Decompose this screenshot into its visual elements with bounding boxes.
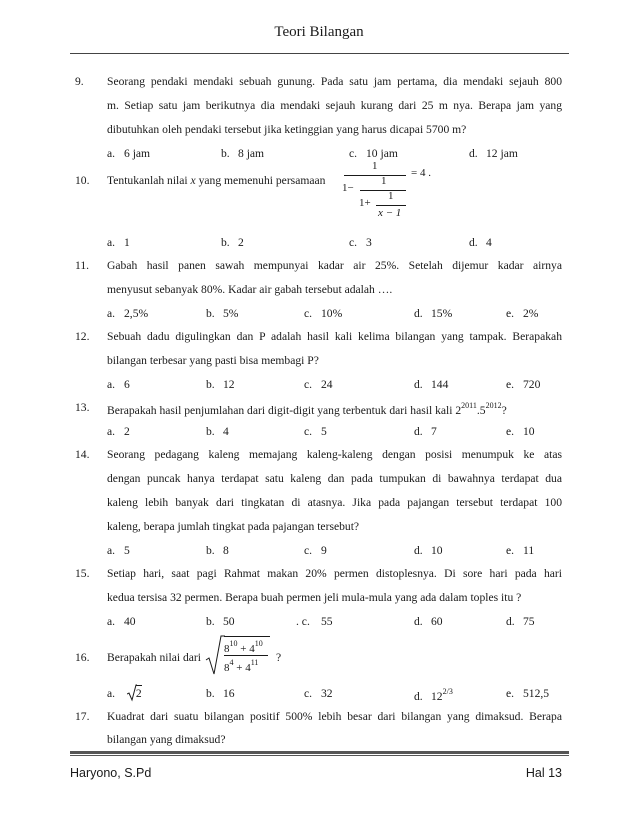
answer-option: d. 15%	[414, 307, 453, 320]
denominator: $8^4 + 4^{11}$	[224, 658, 259, 674]
answer-option: c. 10 jam	[349, 147, 398, 160]
fraction-bar	[224, 655, 268, 656]
footer-rule-thin	[70, 755, 569, 756]
answer-option: c. 9	[304, 544, 327, 557]
answer-option: d. 12 jam	[469, 147, 518, 160]
question-text-line: Seorang pendaki mendaki sebuah gunung. Pada satu jam pertama, dia mendaki sejauh 800	[107, 75, 562, 88]
question-text-line: Sebuah dadu digulingkan dan P adalah hasil kali kelima bilangan yang tampak. Berapakah	[107, 330, 562, 343]
answer-option: . c. 55	[296, 615, 333, 628]
question-text-line: m. Setiap satu jam berikutnya dia mendaki sejauh kurang dari 25 m nya. Berapa jam yang	[107, 99, 562, 112]
numerator-one: 1	[388, 190, 394, 202]
question-text-line: kaleng, berapa jumlah tingkat pada pajangan tersebut?	[107, 520, 360, 533]
minus-term: 1−	[342, 182, 354, 194]
header-rule	[70, 53, 569, 54]
answer-option: a. 6	[107, 378, 130, 391]
continued-fraction-equation	[342, 160, 431, 220]
answer-option: b. 12	[206, 378, 235, 391]
question-number: 10.	[75, 174, 90, 187]
radical-bar	[224, 636, 270, 637]
answer-option: a. 40	[107, 615, 136, 628]
answer-option: b. 2	[221, 236, 244, 249]
plus-term: 1+	[359, 197, 371, 209]
answer-option: a. 1	[107, 236, 130, 249]
answer-option: d. 60	[414, 615, 443, 628]
answer-option: c. 3	[349, 236, 372, 249]
square-root-icon	[205, 634, 225, 678]
question-number: 11.	[75, 259, 90, 272]
answer-option: b. 50	[206, 615, 235, 628]
question-text-line: kedua tersisa 32 permen. Berapa buah permen jeli mula-mula yang ada dalam toples itu ?	[107, 591, 522, 604]
answer-option: e. 2%	[506, 307, 539, 320]
question-number: 17.	[75, 710, 90, 723]
denominator-x-minus-1: x − 1	[378, 207, 402, 219]
answer-option: e. 10	[506, 425, 535, 438]
answer-option: c. 5	[304, 425, 327, 438]
question-text: Berapakah nilai dari	[107, 651, 201, 664]
question-mark: ?	[276, 651, 282, 664]
answer-option: b. 8	[206, 544, 229, 557]
footer-author: Haryono, S.Pd	[70, 766, 152, 780]
question-number: 13.	[75, 401, 90, 414]
question-text: Berapakah hasil penjumlahan dari digit-digit yang terbentuk dari hasil kali $2^{2011}.5^{2012}$?	[107, 401, 507, 417]
answer-option: d. 144	[414, 378, 449, 391]
answer-option: b. 8 jam	[221, 147, 265, 160]
footer-page-number: Hal 13	[525, 766, 562, 780]
answer-option: e. 11	[506, 544, 535, 557]
question-number: 14.	[75, 448, 90, 461]
answer-option: a. 2	[107, 687, 142, 700]
numerator-one: 1	[372, 160, 378, 172]
answer-option: d. 7	[414, 425, 437, 438]
question-text-line: Kuadrat dari suatu bilangan positif 500% lebih besar dari bilangan yang dimaksud. Berapa	[107, 710, 562, 723]
question-text: Tentukanlah nilai x yang memenuhi persamaan	[107, 174, 326, 187]
question-text-line: menyusut sebanyak 80%. Kadar air gabah tersebut adalah ….	[107, 283, 393, 296]
question-text-line: Setiap hari, saat pagi Rahmat makan 20% permen distoplesnya. Di sore hari pada hari	[107, 567, 562, 580]
answer-option: d. 75	[506, 615, 535, 628]
answer-option: b. 5%	[206, 307, 239, 320]
numerator: $8^{10} + 4^{10}$	[224, 639, 263, 655]
answer-option: e. 720	[506, 378, 541, 391]
answer-option: a. 5	[107, 544, 130, 557]
answer-option: a. 2,5%	[107, 307, 149, 320]
numerator-one: 1	[381, 175, 387, 187]
fraction-bar	[344, 175, 406, 176]
answer-option: b. 4	[206, 425, 229, 438]
answer-option: d. 10	[414, 544, 443, 557]
footer-rule-thick	[70, 751, 569, 754]
page-header-title: Teori Bilangan	[274, 24, 364, 40]
answer-option: b. 16	[206, 687, 235, 700]
answer-option: d. $12^{2/3}$	[414, 687, 453, 703]
radical-fraction-expression	[205, 634, 275, 678]
answer-option: a. 6 jam	[107, 147, 151, 160]
question-text-line: kaleng lebih banyak dari tingkatan di atasnya. Jika pada pajangan tersebut terdapat 100	[107, 496, 562, 509]
equation-rhs: = 4 .	[411, 167, 431, 179]
answer-option: c. 10%	[304, 307, 343, 320]
answer-option: a. 2	[107, 425, 130, 438]
question-number: 12.	[75, 330, 90, 343]
question-text-line: bilangan yang dimaksud?	[107, 733, 226, 746]
question-number: 9.	[75, 75, 84, 88]
question-text-line: dibutuhkan oleh pendaki tersebut jika ketinggian yang harus dicapai 5700 m?	[107, 123, 467, 136]
question-text-line: Seorang pedagang kaleng memajang kaleng-kaleng dengan posisi menumpuk ke atas	[107, 448, 562, 461]
fraction-bar	[360, 190, 406, 191]
answer-option: c. 24	[304, 378, 333, 391]
answer-option: e. 512,5	[506, 687, 550, 700]
question-text-line: Gabah hasil panen sawah mempunyai kadar air 25%. Setelah dijemur kadar airnya	[107, 259, 562, 272]
question-number: 15.	[75, 567, 90, 580]
fraction-bar	[376, 205, 406, 206]
question-text-line: bilangan terbesar yang pasti bisa membagi P?	[107, 354, 319, 367]
question-text-line: dengan puncak hanya terdapat satu kaleng dan pada tumpukan di bawahnya terdapat dua	[107, 472, 562, 485]
question-number: 16.	[75, 651, 90, 664]
square-root-icon	[127, 684, 137, 702]
answer-option: c. 32	[304, 687, 333, 700]
answer-option: d. 4	[469, 236, 492, 249]
